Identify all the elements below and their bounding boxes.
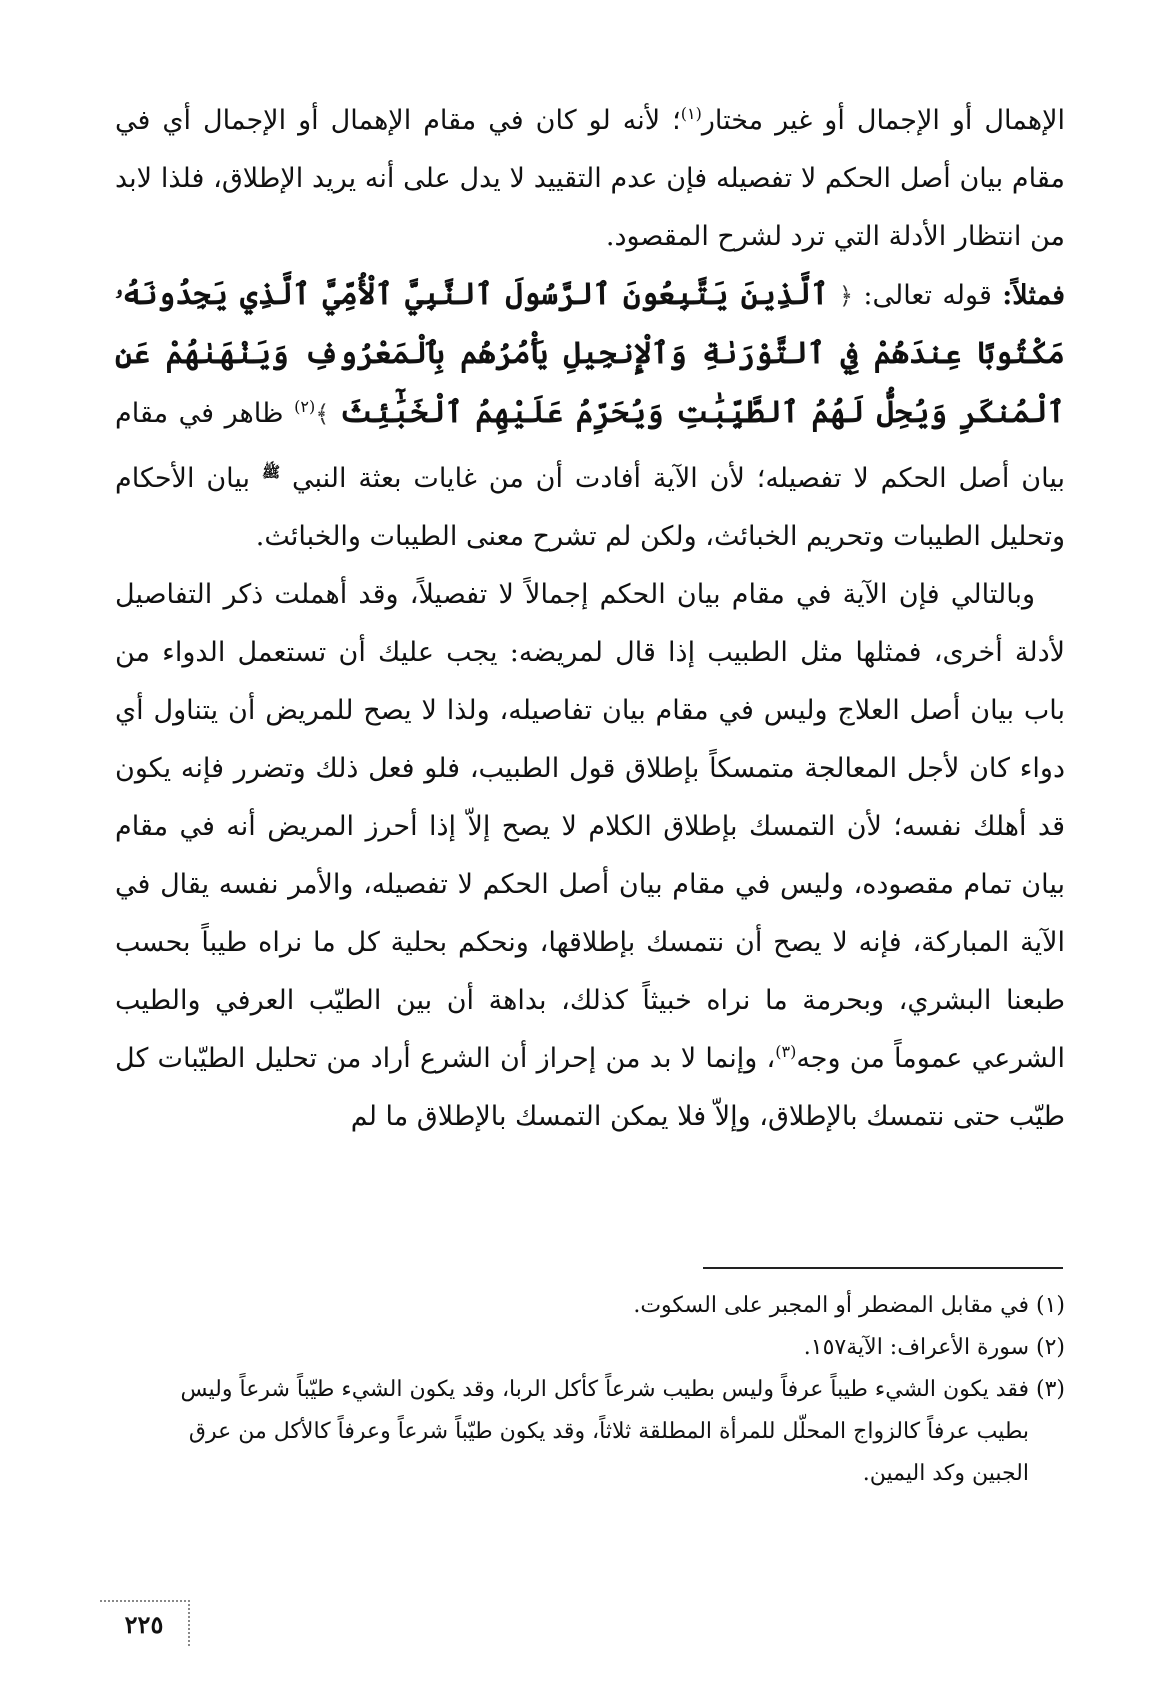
footnote-ref-1[interactable]: (١) (680, 104, 702, 123)
p1-text-a: الإهمال أو الإجمال أو غير مختار (701, 105, 1065, 136)
paragraph-3 (115, 566, 1065, 1146)
verse-close-bracket: ﴾ (315, 400, 330, 428)
footnote-3-line-3: الجبين وكد اليمين. (862, 1461, 1029, 1486)
footnote-3-line-2: بطيب عرفاً كالزواج المحلّل للمرأة المطلقة ثلاثاً، وقد يكون طيّباً شرعاً وعرفاً كالأكل من عرق (188, 1419, 1029, 1444)
footnotes (115, 1285, 1065, 1495)
p3-text-b: ، وإنما لا بد من إحراز أن الشرع أراد من تحليل الطيّبات كل طيّب حتى نتمسك بالإطلاق، وإلاّ فلا يمكن التمسك بالإطلاق ما لم (115, 1043, 1065, 1132)
paragraph-2 (115, 266, 1065, 566)
example-lead: فمثلاً: (1002, 280, 1065, 311)
body-text (115, 92, 1065, 1146)
paragraph-1 (115, 92, 1065, 266)
p2-text-end: بيان الأحكام وتحليل الطيبات وتحريم الخبائث، ولكن لم تشرح معنى الطيبات والخبائث. (115, 463, 1065, 552)
footnote-3-line-1: (٣) فقد يكون الشيء طيباً عرفاً وليس بطيب شرعاً كأكل الربا، وقد يكون الشيء طيّباً شرعاً وليس (180, 1377, 1065, 1402)
footnote-1: (١) في مقابل المضطر أو المجبر على السكوت. (633, 1293, 1065, 1318)
quran-verse: ٱلَّذِينَ يَتَّبِعُونَ ٱلرَّسُولَ ٱلنَّبِيَّ ٱلْأُمِّيَّ ٱلَّذِي يَجِدُونَهُۥ مَكْتُوبًا عِندَهُمْ فِي ٱلتَّوْرَىٰةِ وَٱلْإِنجِيلِ يَأْمُرُهُم بِٱلْمَعْرُوفِ وَيَنْهَىٰهُمْ عَنِ ٱلْمُنكَرِ وَيُحِلُّ لَهُمُ ٱلطَّيِّبَٰتِ وَيُحَرِّمُ عَلَيْهِمُ ٱلْخَبَٰٓئِثَ (115, 277, 1065, 430)
verse-intro: قوله تعالى: (863, 280, 992, 311)
p2-text-rest: ظاهر في مقام بيان أصل الحكم لا تفصيله؛ لأن الآية أفادت أن من غايات بعثة النبي (115, 398, 1066, 494)
page-number: ٢٢٥ (100, 1600, 190, 1646)
verse-open-bracket: ﴿ (838, 282, 854, 310)
footnote-2: (٢) سورة الأعراف: الآية١٥٧. (803, 1335, 1065, 1360)
footnote-ref-3[interactable]: (٣) (775, 1042, 797, 1061)
main-text (115, 92, 1065, 1146)
p3-text-a: وبالتالي فإن الآية في مقام بيان الحكم إجمالاً لا تفصيلاً، وقد أهملت ذكر التفاصيل لأدلة أخرى، فمثلها مثل الطبيب إذا قال لمريضه: يجب عليك أن تستعمل الدواء من باب بيان أصل العلاج وليس في مقام بيان تفاصيله، ولذا لا يصح للمريض أن يتناول أي دواء كان لأجل المعالجة متمسكاً بإطلاق قول الطبيب، فلو فعل ذلك وتضرر فإنه يكون قد أهلك نفسه؛ لأن التمسك بإطلاق الكلام لا يصح إلاّ إذا أحرز المريض أنه في مقام بيان تمام مقصوده، وليس في مقام بيان أصل الحكم لا تفصيله، والأمر نفسه يقال في الآية المباركة، فإنه لا يصح أن نتمسك بإطلاقها، ونحكم بحلية كل ما نراه طيباً بحسب طبعنا البشري، وبحرمة ما نراه خبيثاً كذلك، بداهة أن بين الطيّب العرفي والطيب الشرعي عموماً من وجه (115, 579, 1065, 1074)
footnote-divider (703, 1267, 1063, 1269)
salawat-symbol: ﷺ (261, 463, 281, 481)
footnote-ref-2[interactable]: (٢) (294, 397, 316, 416)
p1-text-b: ؛ لأنه لو كان في مقام الإهمال أو الإجمال أي في مقام بيان أصل الحكم لا تفصيله فإن عدم التقييد لا يدل على أنه يريد الإطلاق، فلذا لابد من انتظار الأدلة التي ترد لشرح المقصود. (115, 105, 1065, 252)
